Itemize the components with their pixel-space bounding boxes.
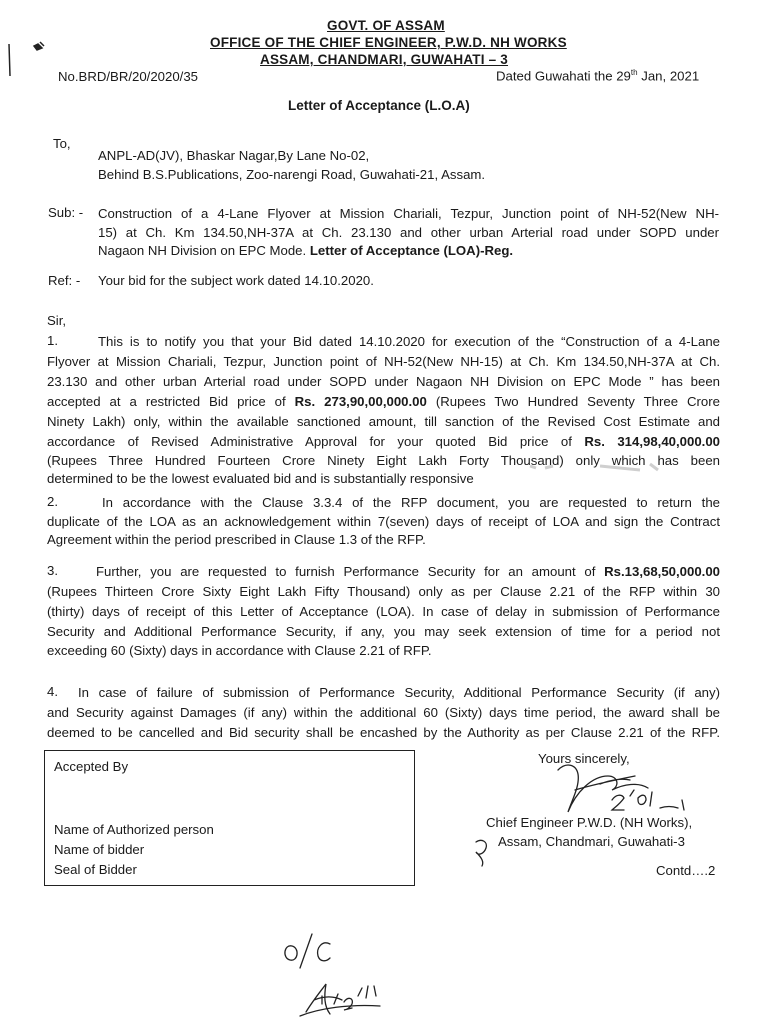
para1-line-3: 23.130 and other urban Arterial road under SOPD under Nagaon NH Division on EPC Mode ” has been	[47, 374, 720, 389]
header-line-1: GOVT. OF ASSAM	[327, 18, 445, 33]
para1-line-5: Ninety Lakh) only, within the available sanctioned amount, till sanction of the Revised Cost Estimate and	[47, 414, 720, 429]
ref-text: Your bid for the subject work dated 14.10.2020.	[98, 273, 374, 288]
para1-line-2: Flyover at Mission Chariali, Tezpur, Junction point of NH-52(New NH-15) at Ch. Km 134.50,NH-37A at Ch.	[47, 354, 720, 369]
para1-number: 1.	[47, 333, 58, 348]
para3-line-1a: Further, you are requested to furnish Performance Security for an amount of	[96, 564, 605, 579]
bid-price-quoted: Rs. 314,98,40,000.00	[584, 434, 720, 449]
para2-line-2: duplicate of the LOA as an acknowledgement within 7(seven) days of receipt of LOA and sign the Contract	[47, 514, 720, 529]
subject-line-2: 15) at Ch. Km 134.50,NH-37A at Ch. 23.130 and other urban Arterial road under SOPD under	[98, 225, 719, 240]
subject-line-1: Construction of a 4-Lane Flyover at Mission Chariali, Tezpur, Junction point of NH-52(New NH-	[98, 206, 719, 221]
date-suffix: Jan, 2021	[637, 68, 700, 84]
para3-line-5: exceeding 60 (Sixty) days in accordance with Clause 2.21 of RFP.	[47, 643, 432, 658]
bid-price-restricted: Rs. 273,90,00,000.00	[294, 394, 427, 409]
performance-security-amount: Rs.13,68,50,000.00	[604, 564, 720, 579]
signatory-designation-2: Assam, Chandmari, Guwahati-3	[498, 834, 685, 849]
header-line-2: OFFICE OF THE CHIEF ENGINEER, P.W.D. NH WORKS	[210, 35, 567, 50]
para3-line-4: Security and Additional Performance Security, if any, you may seek extension of time for a period not	[47, 624, 720, 639]
para1-line-7: (Rupees Three Hundred Fourteen Crore Ninety Eight Lakh Forty Thousand) only which has been	[47, 453, 720, 468]
ref-label: Ref: -	[48, 273, 81, 288]
para2-line-1: In accordance with the Clause 3.3.4 of the RFP document, you are requested to return the	[102, 495, 720, 510]
addressee-line-1: ANPL-AD(JV), Bhaskar Nagar,By Lane No-02,	[98, 148, 370, 163]
para1-line-8: determined to be the lowest evaluated bid and is substantially responsive	[47, 471, 474, 486]
para1-line-4a: accepted at a restricted Bid price of	[47, 394, 295, 409]
reference-number: No.BRD/BR/20/2020/35	[58, 69, 199, 84]
to-label: To,	[53, 136, 71, 151]
para3-number: 3.	[47, 563, 58, 578]
subject-line-3-bold: Letter of Acceptance (LOA)-Reg.	[309, 243, 514, 258]
subject-line-3-text: Nagaon NH Division on EPC Mode.	[98, 243, 310, 258]
bidder-name-label: Name of bidder	[54, 842, 145, 857]
continued-note: Contd….2	[656, 863, 716, 878]
para2-number: 2.	[47, 494, 58, 509]
para4-line-1: In case of failure of submission of Performance Security, Additional Performance Security (if any)	[78, 685, 720, 700]
salutation: Sir,	[47, 313, 67, 328]
subject-label: Sub: -	[48, 205, 84, 220]
header-line-3: ASSAM, CHANDMARI, GUWAHATI – 3	[260, 52, 509, 67]
para3-line-3: (thirty) days of receipt of this Letter of Acceptance (LOA). In case of delay in submission of Performance	[47, 604, 720, 619]
addressee-line-2: Behind B.S.Publications, Zoo-narengi Road, Guwahati-21, Assam.	[98, 167, 486, 182]
date-sup: th	[630, 68, 638, 77]
bidder-seal-label: Seal of Bidder	[54, 862, 137, 877]
accepted-by-label: Accepted By	[54, 759, 129, 774]
para1-line-1: This is to notify you that your Bid dated 14.10.2020 for execution of the “Construction of a 4-Lane	[98, 334, 720, 349]
authorized-person-label: Name of Authorized person	[54, 822, 214, 837]
date-prefix: Dated Guwahati the 29	[496, 68, 631, 84]
letter-title: Letter of Acceptance (L.O.A)	[288, 98, 470, 113]
para4-line-2: and Security against Damages (if any) within the additional 60 (Sixty) days time period, the award shall be	[47, 705, 720, 720]
para1-line-6a: accordance of Revised Administrative Approval for your quoted Bid price of	[47, 434, 585, 449]
para3-line-2: (Rupees Thirteen Crore Sixty Eight Lakh Fifty Thousand) only as per Clause 2.21 of the RFP within 30	[47, 584, 720, 599]
para1-line-4c: (Rupees Two Hundred Seventy Three Crore	[426, 394, 720, 409]
para2-line-3: Agreement within the period prescribed in Clause 1.3 of the RFP.	[47, 532, 426, 547]
para4-number: 4.	[47, 684, 58, 699]
yours-sincerely: Yours sincerely,	[538, 751, 630, 766]
para4-line-3: deemed to be cancelled and Bid security shall be encashed by the Authority as per Clause 2.21 of the RFP.	[47, 725, 720, 740]
signatory-designation-1: Chief Engineer P.W.D. (NH Works),	[486, 815, 693, 830]
